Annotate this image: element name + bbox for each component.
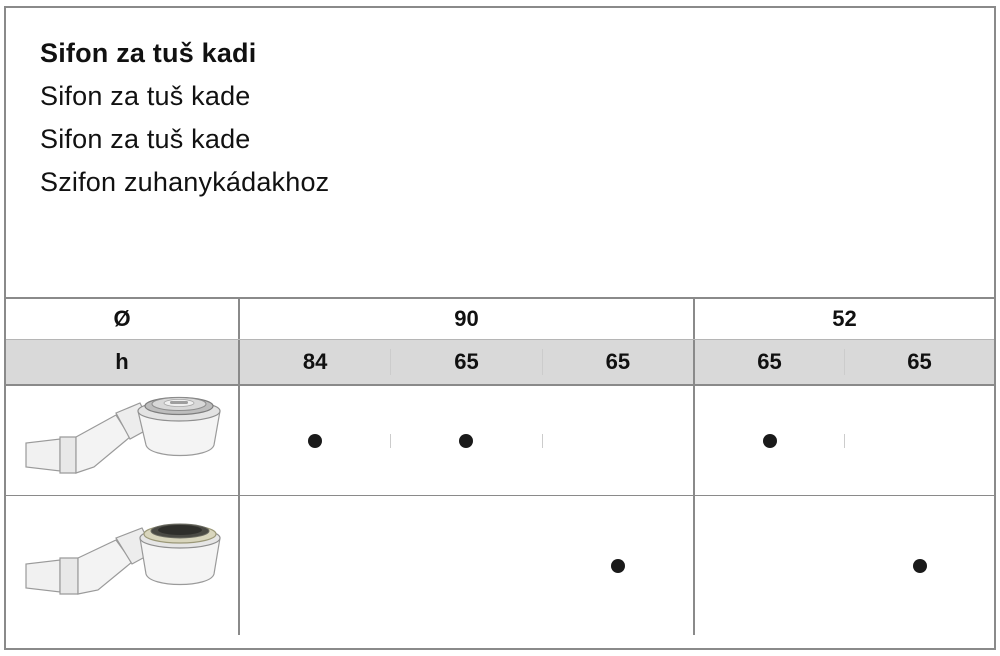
mark-dot bbox=[308, 434, 322, 448]
header-group-90-heights bbox=[240, 340, 695, 384]
table-row bbox=[6, 386, 994, 496]
marks-group-52-row2 bbox=[695, 496, 994, 635]
product-image-open-body bbox=[6, 496, 240, 635]
mark-cell bbox=[543, 559, 693, 573]
header-group-52-heights bbox=[695, 340, 994, 384]
title-translation-2: Sifon za tuš kade bbox=[40, 124, 251, 154]
table-header-diameter-row bbox=[6, 299, 994, 340]
marks-group-90-row1 bbox=[240, 386, 695, 495]
header-cell-height-3: 65 bbox=[605, 349, 631, 374]
mark-cell bbox=[695, 434, 845, 448]
marks-group-52-row1 bbox=[695, 386, 994, 495]
header-cell-height-4: 65 bbox=[695, 349, 845, 375]
catalog-sheet bbox=[4, 6, 996, 650]
title-translation-1: Sifon za tuš kade bbox=[40, 81, 251, 111]
mark-dot bbox=[913, 559, 927, 573]
table-header-height-row bbox=[6, 340, 994, 386]
page-title: Sifon za tuš kadi bbox=[40, 38, 257, 68]
mark-dot bbox=[763, 434, 777, 448]
table-row bbox=[6, 496, 994, 635]
header-cell-diameter-90: 90 bbox=[240, 299, 695, 339]
mark-cell bbox=[240, 434, 391, 448]
mark-cell bbox=[845, 559, 994, 573]
header-cell-diameter-label: Ø bbox=[6, 299, 240, 339]
mark-dot bbox=[611, 559, 625, 573]
header-cell-height-1: 84 bbox=[240, 349, 391, 375]
header-cell-height-label: h bbox=[6, 340, 240, 384]
marks-group-90-row2 bbox=[240, 496, 695, 635]
specification-table bbox=[6, 297, 994, 648]
mark-cell bbox=[391, 434, 542, 448]
shower-trap-open-body-icon bbox=[20, 518, 225, 614]
header-cell-diameter-52: 52 bbox=[832, 306, 857, 331]
shower-trap-chrome-cover-icon bbox=[20, 393, 225, 489]
title-block bbox=[6, 8, 994, 297]
header-cell-height-5: 65 bbox=[907, 349, 932, 374]
header-cell-height-2: 65 bbox=[391, 349, 542, 375]
mark-dot bbox=[459, 434, 473, 448]
title-translation-3: Szifon zuhanykádakhoz bbox=[40, 167, 330, 197]
product-image-chrome-cover bbox=[6, 386, 240, 495]
